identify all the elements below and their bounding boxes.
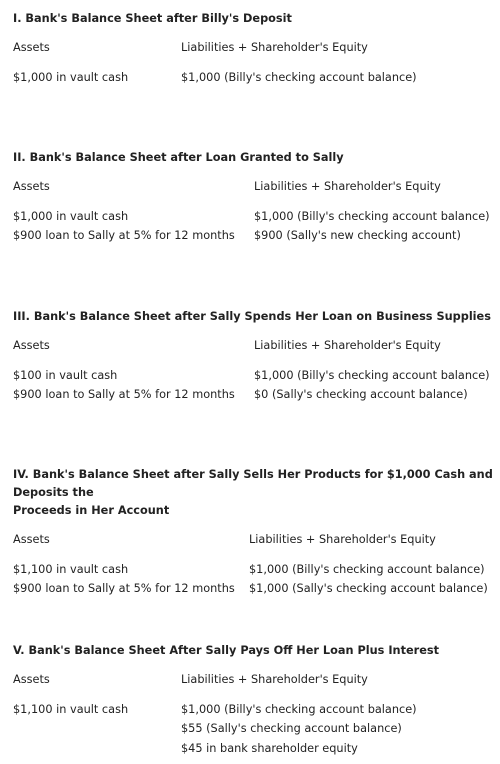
table-row [13,385,493,405]
section-title: I. Bank's Balance Sheet after Billy's Deposit [13,12,292,25]
liability-entry: $900 (Sally's new checking account) [254,229,461,242]
asset-entry: $900 loan to Sally at 5% for 12 months [13,388,235,401]
liabilities-header: Liabilities + Shareholder's Equity [249,533,436,546]
liability-entry: $1,000 (Billy's checking account balance) [181,702,417,716]
table-row [13,207,493,227]
asset-entry: $100 in vault cash [13,368,118,382]
balance-sheet-5 [13,642,493,758]
column-headers [13,177,493,197]
liabilities-header: Liabilities + Shareholder's Equity [181,673,368,686]
section-title: III. Bank's Balance Sheet after Sally Spends Her Loan on Business Supplies [13,310,491,323]
section-title-line-1: IV. Bank's Balance Sheet after Sally Sells Her Products for $1,000 Cash and Deposits the [13,468,493,499]
liability-entry: $0 (Sally's checking account balance) [254,388,468,401]
liability-entry: $45 in bank shareholder equity [181,741,358,755]
section-title-line-2: Proceeds in Her Account [13,504,170,517]
assets-header: Assets [13,673,50,686]
table-row [13,719,493,739]
liability-entry: $1,000 (Sally's checking account balance) [249,582,488,595]
column-headers [13,336,493,356]
assets-header: Assets [13,533,50,546]
liabilities-header: Liabilities + Shareholder's Equity [254,339,441,352]
assets-header: Assets [13,180,50,193]
column-headers [13,670,493,690]
balance-sheet-2 [13,149,493,246]
liability-entry: $1,000 (Billy's checking account balance) [181,70,417,84]
assets-header: Assets [13,41,50,54]
table-row [13,700,493,720]
liability-entry: $1,000 (Billy's checking account balance) [254,368,490,382]
table-row [13,560,493,580]
asset-entry: $900 loan to Sally at 5% for 12 months [13,582,235,595]
liabilities-header: Liabilities + Shareholder's Equity [181,41,368,54]
section-title: V. Bank's Balance Sheet After Sally Pays Off Her Loan Plus Interest [13,644,439,657]
table-row [13,68,493,88]
asset-entry: $1,100 in vault cash [13,702,129,716]
assets-header: Assets [13,339,50,352]
table-row [13,366,493,386]
liability-entry: $1,000 (Billy's checking account balance) [249,562,485,576]
section-title: II. Bank's Balance Sheet after Loan Granted to Sally [13,151,344,164]
table-row [13,226,493,246]
table-row [13,579,493,599]
asset-entry: $900 loan to Sally at 5% for 12 months [13,229,235,242]
column-headers [13,530,493,550]
balance-sheet-4 [13,466,493,599]
liabilities-header: Liabilities + Shareholder's Equity [254,180,441,193]
liability-entry: $1,000 (Billy's checking account balance) [254,209,490,223]
asset-entry: $1,000 in vault cash [13,209,129,223]
liability-entry: $55 (Sally's checking account balance) [181,722,402,735]
asset-entry: $1,100 in vault cash [13,562,129,576]
column-headers [13,38,493,58]
asset-entry: $1,000 in vault cash [13,70,129,84]
balance-sheet-3 [13,308,493,405]
balance-sheet-1 [13,10,493,87]
table-row [13,739,493,759]
